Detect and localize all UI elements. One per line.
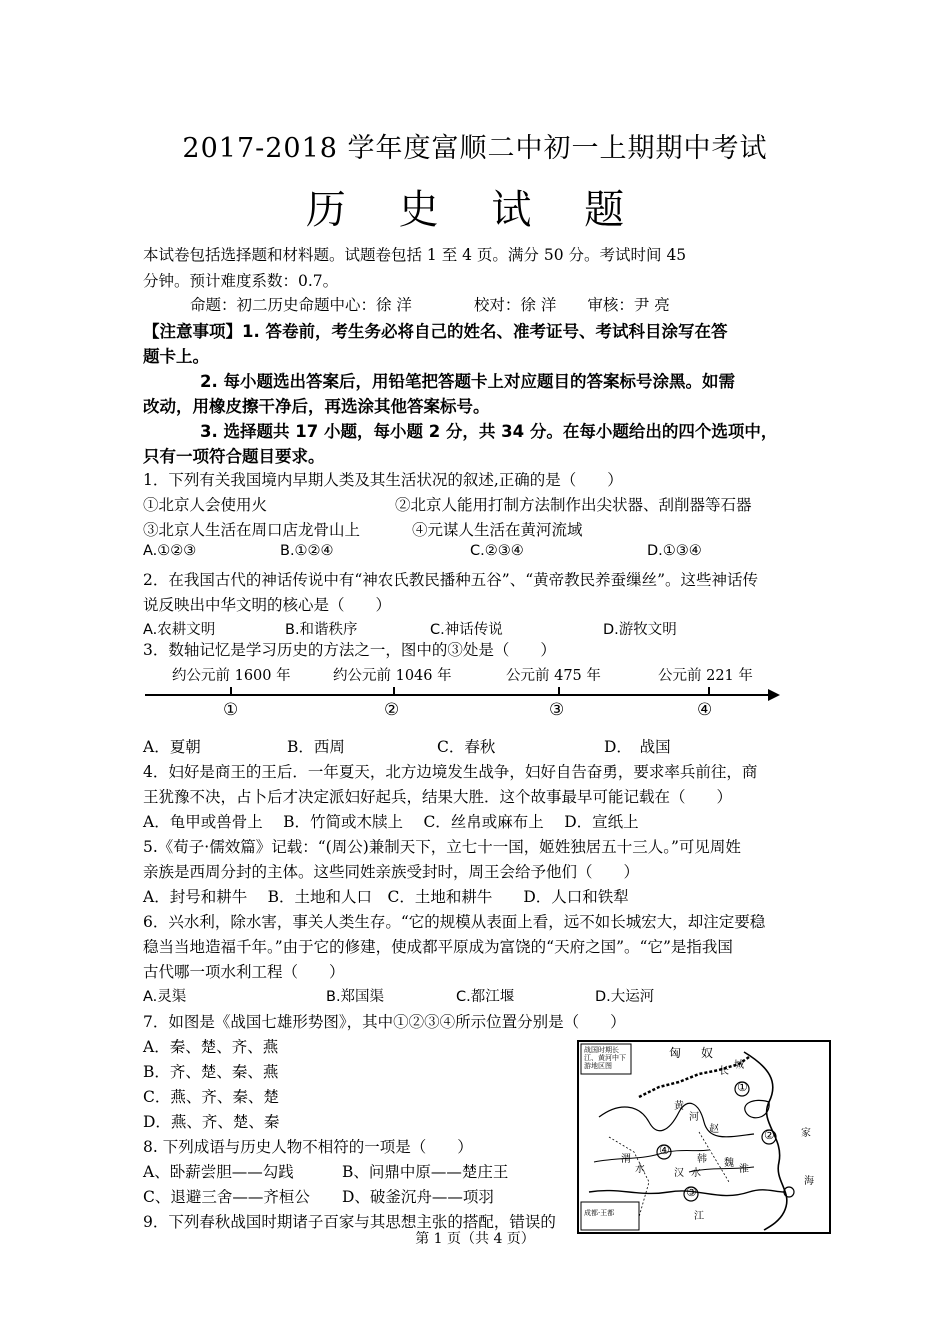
warring-states-map — [577, 1040, 831, 1234]
map-label-jiang: 江 — [694, 1211, 704, 1222]
map-label-hai: 海 — [804, 1176, 814, 1187]
map-label-he: 河 — [689, 1112, 699, 1123]
q3-option-a: A．夏朝 — [143, 738, 201, 756]
q2-option-a: A.农耕文明 — [143, 622, 216, 638]
notice-line-6: 只有一项符合题目要求。 — [143, 447, 325, 466]
timeline-axis — [145, 694, 775, 696]
timeline-mark-2: ② — [384, 700, 400, 720]
map-label-huai: 淮 — [739, 1164, 749, 1175]
notice-line-5: 3. 选择题共 17 小题，每小题 2 分，共 34 分。在每小题给出的四个选项中， — [200, 422, 778, 441]
map-label-wei-state: 魏 — [724, 1158, 734, 1169]
intro-line-2: 分钟。预计难度系数：0.7。 — [143, 272, 339, 290]
map-label-chang: 长 — [719, 1066, 729, 1077]
q3-option-d: D． 战国 — [604, 738, 671, 756]
q3-timeline — [140, 660, 790, 730]
timeline-tick-3 — [558, 687, 560, 696]
page-number: 第 1 页（共 4 页） — [415, 1231, 535, 1247]
q7-option-b: B．齐、楚、秦、燕 — [143, 1063, 279, 1081]
q1-statement-3: ③北京人生活在周口店龙骨山上 — [143, 521, 361, 539]
map-label-han-state: 韩 — [697, 1154, 707, 1165]
q5-options: A．封号和耕牛 B．土地和人口 C．土地和耕牛 D．人口和铁犁 — [143, 888, 629, 906]
q2-option-d: D.游牧文明 — [603, 622, 677, 638]
map-label-nu: 奴 — [701, 1046, 714, 1060]
map-label-wei-river: 渭 — [621, 1154, 631, 1165]
q8-option-d: D、破釜沉舟——项羽 — [342, 1188, 494, 1206]
notice-line-4: 改动，用橡皮擦干净后，再选涂其他答案标号。 — [143, 397, 490, 416]
q1-statement-1: ①北京人会使用火 — [143, 496, 268, 514]
timeline-tick-2 — [393, 687, 395, 696]
map-legend: 成都·王都 — [584, 1209, 615, 1217]
map-marker-4: ④ — [659, 1143, 670, 1157]
map-label-shui-1: 水 — [691, 1168, 701, 1179]
map-label-zhao: 赵 — [709, 1124, 719, 1135]
q1-option-b: B.①②④ — [280, 543, 334, 559]
timeline-label-3: 公元前 475 年 — [506, 668, 601, 684]
q6-option-b: B.郑国渠 — [326, 989, 385, 1005]
map-label-shui-2: 水 — [635, 1164, 645, 1175]
notice-line-1: 【注意事项】1. 答卷前，考生务必将自己的姓名、准考证号、考试科目涂写在答 — [143, 322, 728, 341]
q2-option-b: B.和谐秩序 — [285, 622, 358, 638]
q7-option-d: D．燕、齐、楚、秦 — [143, 1113, 280, 1131]
q3-stem: 3．数轴记忆是学习历史的方法之一，图中的③处是（ ） — [143, 641, 556, 659]
q2-stem-1: 2．在我国古代的神话传说中有“神农氏教民播种五谷”、“黄帝教民养蚕缫丝”。这些神话传 — [143, 571, 759, 589]
q8-option-a: A、卧薪尝胆——勾践 — [143, 1163, 294, 1181]
map-marker-2: ② — [764, 1128, 775, 1142]
timeline-tick-4 — [708, 687, 710, 696]
q1-statement-2: ②北京人能用打制方法制作出尖状器、刮削器等石器 — [395, 496, 752, 514]
q7-option-c: C．燕、齐、秦、楚 — [143, 1088, 279, 1106]
map-label-xiong: 匈 — [669, 1046, 682, 1060]
q8-stem: 8. 下列成语与历史人物不相符的一项是（ ） — [143, 1138, 473, 1156]
q6-option-d: D.大运河 — [595, 989, 655, 1005]
q7-stem: 7．如图是《战国七雄形势图》，其中①②③④所示位置分别是（ ） — [143, 1013, 626, 1031]
q4-options: A．龟甲或兽骨上 B．竹简或木牍上 C．丝帛或麻布上 D．宣纸上 — [143, 813, 639, 831]
q8-option-c: C、退避三舍——齐桓公 — [143, 1188, 310, 1206]
map-marker-1: ① — [737, 1080, 748, 1094]
timeline-arrow-icon — [768, 689, 780, 701]
q3-option-c: C．春秋 — [437, 738, 496, 756]
q1-option-d: D.①③④ — [647, 543, 702, 559]
timeline-mark-4: ④ — [697, 700, 713, 720]
map-label-jia: 家 — [801, 1128, 811, 1139]
q4-stem-2: 王犹豫不决，占卜后才决定派妇好起兵，结果大胜．这个故事最早可能记载在（ ） — [143, 788, 733, 806]
credits-line: 命题：初二历史命题中心：徐 洋 校对：徐 洋 审核：尹 亮 — [190, 296, 670, 314]
q6-stem-2: 稳当当地造福千年。”由于它的修建，使成都平原成为富饶的“天府之国”。“它”是指我国 — [143, 938, 733, 956]
map-corner-title: 战国时期长江、黄河中下游地区图 — [584, 1046, 626, 1070]
q2-option-c: C.神话传说 — [430, 622, 503, 638]
timeline-label-1: 约公元前 1600 年 — [172, 668, 291, 684]
timeline-label-2: 约公元前 1046 年 — [333, 668, 452, 684]
timeline-label-4: 公元前 221 年 — [658, 668, 753, 684]
q6-option-a: A.灵渠 — [143, 989, 187, 1005]
map-label-huang: 黄 — [674, 1101, 684, 1112]
timeline-mark-1: ① — [223, 700, 239, 720]
q5-stem-1: 5.《荀子·儒效篇》记载：“(周公)兼制天下，立七十一国，姬姓独居五十三人。”可见周姓 — [143, 838, 741, 856]
q9-stem: 9．下列春秋战国时期诸子百家与其思想主张的搭配，错误的 — [143, 1213, 556, 1231]
q5-stem-2: 亲族是西周分封的主体。这些同姓亲族受封时，周王会给予他们（ ） — [143, 863, 640, 881]
q3-option-b: B．西周 — [287, 738, 345, 756]
map-label-han-river: 汉 — [674, 1168, 684, 1179]
timeline-tick-1 — [230, 687, 232, 696]
subject-title: 历 史 试 题 — [305, 187, 645, 233]
q8-option-b: B、问鼎中原——楚庄王 — [342, 1163, 509, 1181]
notice-line-3: 2. 每小题选出答案后，用铅笔把答题卡上对应题目的答案标号涂黑。如需 — [200, 372, 735, 391]
exam-title: 2017-2018 学年度富顺二中初一上期期中考试 — [182, 133, 768, 164]
q2-stem-2: 说反映出中华文明的核心是（ ） — [143, 596, 392, 614]
intro-line-1: 本试卷包括选择题和材料题。试题卷包括 1 至 4 页。满分 50 分。考试时间 45 — [143, 246, 687, 264]
timeline-mark-3: ③ — [549, 700, 565, 720]
q1-stem: 1．下列有关我国境内早期人类及其生活状况的叙述,正确的是（ ） — [143, 471, 623, 489]
q1-statement-4: ④元谋人生活在黄河流域 — [412, 521, 583, 539]
q4-stem-1: 4．妇好是商王的王后．一年夏天，北方边境发生战争，妇好自告奋勇，要求率兵前往，商 — [143, 763, 758, 781]
q1-option-a: A.①②③ — [143, 543, 197, 559]
notice-line-2: 题卡上。 — [143, 347, 209, 366]
map-marker-3: ③ — [686, 1185, 697, 1199]
q6-option-c: C.都江堰 — [456, 989, 515, 1005]
q6-stem-1: 6．兴水利，除水害，事关人类生存。“它的规模从表面上看，远不如长城宏大，却注定要稳 — [143, 913, 766, 931]
q7-option-a: A．秦、楚、齐、燕 — [143, 1038, 279, 1056]
q1-option-c: C.②③④ — [470, 543, 524, 559]
map-label-cheng: 城 — [734, 1060, 744, 1071]
q6-stem-3: 古代哪一项水利工程（ ） — [143, 963, 345, 981]
